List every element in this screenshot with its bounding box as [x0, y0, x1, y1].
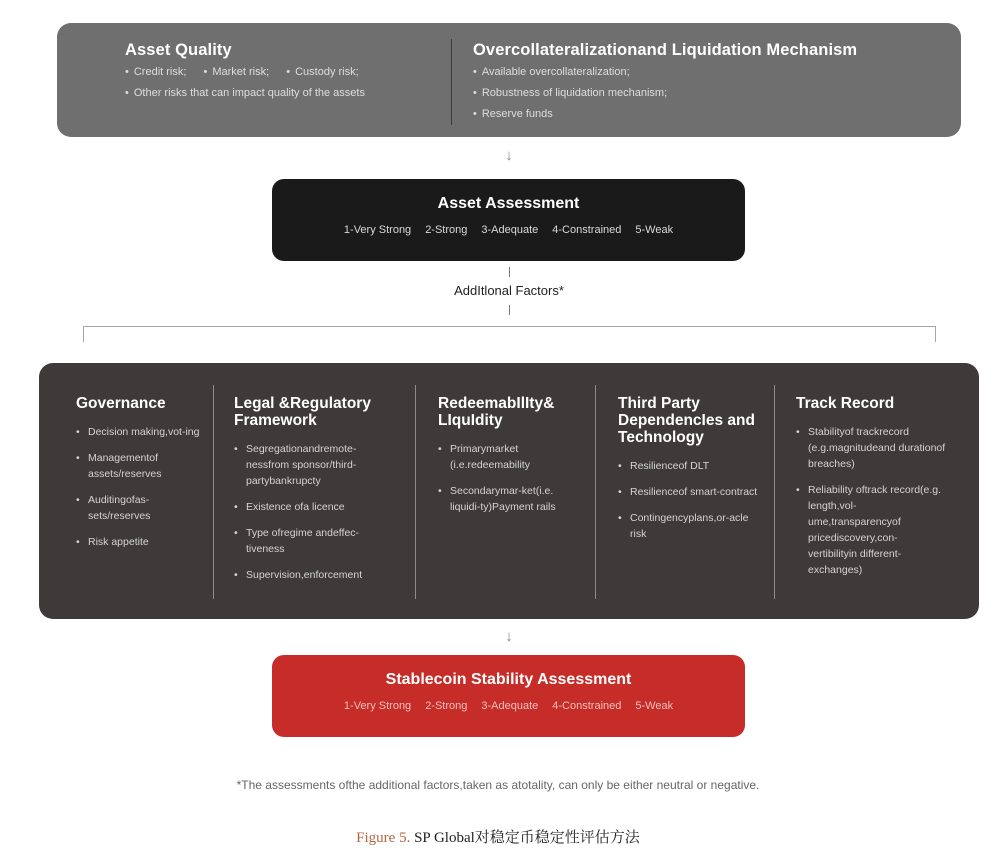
scale-item: 3-Adequate: [481, 224, 539, 236]
overcollateralization-item: [473, 104, 943, 124]
figure-caption-text: SP Global对稳定币稳定性评估方法: [410, 830, 640, 846]
asset-assessment-box: [272, 179, 745, 261]
market-risk-item: • Market risk;: [203, 66, 269, 78]
connector-line: [509, 305, 510, 315]
factor-item: • Stabilityof trackrecord (e.g.magnitudeand durationof breaches): [796, 424, 946, 472]
liquidation-robustness-item: • Robustness of liquidation mechanism;: [473, 87, 667, 99]
factor-item: • Decision making,vot-ing: [76, 424, 211, 440]
figure-label: Figure 5.: [356, 830, 411, 846]
asset-inputs-panel: [57, 23, 961, 137]
figure-caption: [0, 826, 996, 847]
credit-risk-item: • Credit risk;: [125, 66, 186, 78]
stability-assessment-title: Stablecoin Stability Assessment: [385, 671, 632, 688]
factors-bracket: [83, 326, 936, 342]
factor-item: • Resilienceof DLT: [618, 458, 763, 474]
scale-item: 2-Strong: [425, 700, 468, 712]
factor-item: • Contingencyplans,or-acle risk: [618, 510, 763, 542]
footnote: *The assessments ofthe additional factors,taken as atotality, can only be either neutral or negative.: [236, 778, 760, 792]
factor-item: • Segregationandremote-nessfrom sponsor/third-partybankrupcty: [234, 441, 394, 489]
factor-item: • Secondarymar-ket(i.e. liquidi-ty)Payment rails: [438, 483, 583, 515]
asset-quality-line-1: [125, 62, 445, 82]
factor-item: • Existence ofa licence: [234, 499, 394, 515]
top-divider: [451, 39, 452, 125]
factor-column-redeemability-liquidity: [438, 395, 583, 525]
factor-item: • Resilienceof smart-contract: [618, 484, 763, 500]
connector-line: [509, 267, 510, 277]
stability-assessment-scale: [272, 700, 745, 712]
factor-item: • Reliability oftrack record(e.g. length,vol-ume,transparencyof pricediscovery,con-vertibilityin different-exchanges): [796, 482, 946, 578]
overcollateralization-section: [473, 39, 943, 124]
column-divider: [774, 385, 775, 599]
asset-assessment-scale: [272, 224, 745, 236]
scale-item: 1-Very Strong: [343, 224, 412, 236]
arrow-down-icon: ↓: [505, 628, 513, 645]
factor-title: RedeemabIlIty& LIquIdity: [438, 395, 555, 429]
factor-title: Legal &Regulatory Framework: [234, 395, 371, 429]
arrow-down-icon: ↓: [505, 147, 513, 164]
factor-item: • Risk appetite: [76, 534, 211, 550]
scale-item: 5-Weak: [635, 700, 674, 712]
additional-factors-panel: [39, 363, 979, 619]
factor-column-governance: [76, 395, 211, 560]
factor-item: • Managementof assets/reserves: [76, 450, 211, 482]
overcollateralization-title: Overcollateralizationand Liquidation Mechanism: [473, 41, 858, 59]
asset-quality-section: [125, 39, 445, 103]
asset-quality-line-2: [125, 83, 445, 103]
custody-risk-item: • Custody risk;: [286, 66, 358, 78]
scale-item: 3-Adequate: [481, 700, 539, 712]
factor-title: Governance: [76, 395, 166, 412]
available-overcollateralization-item: • Available overcollateralization;: [473, 66, 630, 78]
factor-column-legal-regulatory: [234, 395, 394, 593]
column-divider: [213, 385, 214, 599]
column-divider: [595, 385, 596, 599]
factor-item: • Type ofregime andeffec-tiveness: [234, 525, 394, 557]
factor-column-track-record: [796, 395, 946, 588]
asset-assessment-title: Asset Assessment: [437, 195, 580, 212]
scale-item: 5-Weak: [635, 224, 674, 236]
factor-item: • Auditingofas-sets/reserves: [76, 492, 211, 524]
stability-assessment-box: [272, 655, 745, 737]
scale-item: 1-Very Strong: [343, 700, 412, 712]
column-divider: [415, 385, 416, 599]
factor-item: • Primarymarket (i.e.redeemability: [438, 441, 583, 473]
overcollateralization-item: [473, 62, 943, 82]
factor-title: Track Record: [796, 395, 895, 412]
factor-title: Third Party DependencIes and Technology: [618, 395, 755, 446]
other-risks-item: • Other risks that can impact quality of the assets: [125, 87, 365, 99]
scale-item: 4-Constrained: [552, 224, 622, 236]
overcollateralization-item: [473, 83, 943, 103]
scale-item: 2-Strong: [425, 224, 468, 236]
scale-item: 4-Constrained: [552, 700, 622, 712]
asset-quality-title: Asset Quality: [125, 41, 232, 59]
factor-item: • Supervision,enforcement: [234, 567, 394, 583]
additional-factors-label: AddItlonal Factors*: [454, 283, 564, 298]
reserve-funds-item: • Reserve funds: [473, 108, 553, 120]
factor-column-third-party-technology: [618, 395, 763, 552]
